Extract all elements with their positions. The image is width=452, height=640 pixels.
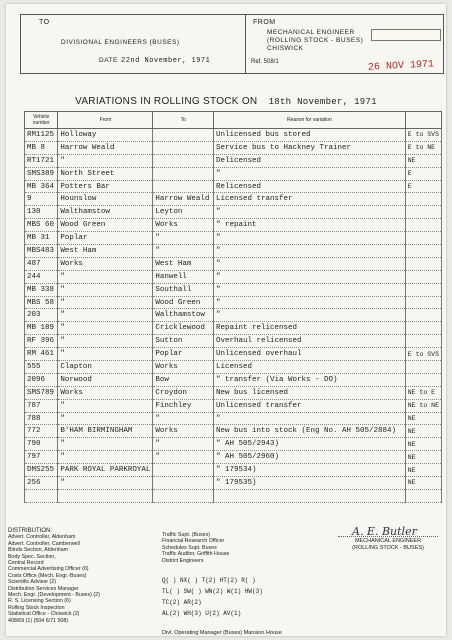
cell-reason: Overhaul relicensed [214,335,406,348]
table-row [25,154,442,167]
cell-vehicle: SMS789 [25,386,58,399]
header-divider [245,15,246,73]
cell-reason: Repaint relicensed [214,322,406,335]
distribution-item: Body Spec. Section, [8,553,56,560]
distribution-item: Traffic Supt. (Buses) [162,532,210,538]
cell-from: " [58,399,153,412]
cell-to [153,489,214,502]
distribution-item: Blinds Section, Aldenham [8,547,69,554]
cell-code: NE [405,477,441,490]
cell-to [153,464,214,477]
cell-reason: " [214,270,406,283]
cell-reason: " [214,206,406,219]
cell-reason: Relicensed [214,180,406,193]
cell-to: " [153,245,214,258]
to-label: TO [39,19,50,26]
cell-vehicle: RM1125 [25,129,58,142]
cell-from: " [58,438,153,451]
garage-code-line: TC(2) AR(2) [162,599,202,606]
cell-from [58,489,153,502]
cell-vehicle: MB 31 [25,232,58,245]
cell-code [405,206,441,219]
cell-from: " [58,154,153,167]
cell-to: " [153,412,214,425]
cell-from: " [58,283,153,296]
cell-to: Finchley [153,399,214,412]
cell-to [153,180,214,193]
cell-code [405,257,441,270]
from-line2: (ROLLING STOCK - BUSES) [267,37,364,44]
cell-from: B'HAM BIRMINGHAM [58,425,153,438]
cell-to: " [153,232,214,245]
cell-reason: " [214,167,406,180]
cell-from: " [58,296,153,309]
table-row [25,245,442,258]
garage-code-line: Q( ) NX( ) T(2) HT(2) R( ) [162,577,256,584]
cell-to: Bow [153,373,214,386]
page-title [0,96,452,107]
cell-code: NE [405,438,441,451]
cell-to: West Ham [153,257,214,270]
cell-vehicle: 555 [25,361,58,374]
received-stamp: 26 NOV 1971 [367,59,435,74]
cell-from: PARK ROYAL PARKROYAL [58,464,153,477]
cell-to [153,129,214,142]
cell-vehicle: MB 364 [25,180,58,193]
distribution-list [8,528,158,624]
table-row [25,180,442,193]
cell-code: NE to NE [405,399,441,412]
from-line1: MECHANICAL ENGINEER [267,29,355,36]
table-row [25,373,442,386]
cell-vehicle: 788 [25,412,58,425]
table-row [25,283,442,296]
cell-vehicle: 787 [25,399,58,412]
cell-to: Works [153,361,214,374]
table-row [25,348,442,361]
cell-code [405,232,441,245]
table-body [25,129,442,503]
cell-reason: " [214,245,406,258]
cell-from: " [58,335,153,348]
cell-reason: " repaint [214,219,406,232]
cell-from: " [58,270,153,283]
cell-vehicle: 9 [25,193,58,206]
cell-reason: " [214,296,406,309]
garage-code-line: AL(2) WH(3) U(2) AV(1) [162,610,242,617]
cell-code [405,296,441,309]
table-row [25,322,442,335]
table-row [25,412,442,425]
cell-reason: Service bus to Hackney Trainer [214,141,406,154]
distribution-item: 408/69 (1) (504 6/71 508) [8,617,69,624]
cell-from: Wood Green [58,219,153,232]
signature-block [338,525,438,552]
cell-vehicle [25,489,58,502]
cell-vehicle: 256 [25,477,58,490]
cell-vehicle: SMS389 [25,167,58,180]
cell-from: " [58,309,153,322]
cell-to: Works [153,219,214,232]
cell-reason: " [214,232,406,245]
cell-to [153,167,214,180]
cell-to: Poplar [153,348,214,361]
distribution-item: Financial Research Officer [162,538,225,545]
table-row [25,399,442,412]
cell-to: Cricklewood [153,322,214,335]
cell-code: NE to E [405,386,441,399]
table-row [25,270,442,283]
signature: A. E. Butler [352,525,417,538]
cell-reason: " [214,283,406,296]
garage-code-line: TL( ) SW( ) WN(2) W(1) HW(3) [162,588,263,595]
cell-vehicle: RF 396 [25,335,58,348]
cell-code: NE [405,412,441,425]
distribution-item: Advert. Controller, Aldenham [8,534,76,541]
cell-to [153,477,214,490]
cell-to: Southall [153,283,214,296]
cell-from: Works [58,386,153,399]
col-from: From [58,112,153,129]
cell-to: Walthamstow [153,309,214,322]
table-row [25,167,442,180]
from-label: FROM [253,19,276,26]
cell-from: " [58,412,153,425]
table-row [25,309,442,322]
cell-to: Harrow Weald [153,193,214,206]
cell-code: E to SVS [405,348,441,361]
distribution-heading: DISTRIBUTION: [8,528,53,534]
cell-vehicle: 797 [25,451,58,464]
cell-code [405,489,441,502]
cell-vehicle: 2096 [25,373,58,386]
cell-vehicle: 203 [25,309,58,322]
cell-code: NE [405,451,441,464]
cell-code: E [405,180,441,193]
cell-vehicle: 790 [25,438,58,451]
cell-code: E to NE [405,141,441,154]
cell-code [405,361,441,374]
cell-reason: Licensed [214,361,406,374]
table-row [25,477,442,490]
cell-vehicle: MB 8 [25,141,58,154]
cell-code [405,322,441,335]
cell-from: Hounslow [58,193,153,206]
cell-code: NE [405,425,441,438]
cell-code: E to SVS [405,129,441,142]
cell-reason: " transfer (Via Works - DO) [214,373,406,386]
table-row [25,438,442,451]
cell-code [405,283,441,296]
table-row [25,296,442,309]
cell-to: " [153,451,214,464]
cell-code [405,245,441,258]
cell-to: Leyton [153,206,214,219]
cell-code [405,219,441,232]
table-row [25,141,442,154]
cell-reason: New bus into stock (Eng No. AH 505/2884) [214,425,406,438]
cell-to: Works [153,425,214,438]
cell-code: NE [405,464,441,477]
distribution-item: District Engineers [162,557,204,564]
cell-vehicle: MBS 60 [25,219,58,232]
cell-code [405,270,441,283]
cell-code: E [405,167,441,180]
cell-from: Harrow Weald [58,141,153,154]
cell-code [405,309,441,322]
date-box [371,29,441,41]
to-name: DIVISIONAL ENGINEERS (BUSES) [61,39,180,46]
divisional-manager: Divl. Operating Manager (Buses) Mansion House [162,630,282,636]
cell-from: Works [58,257,153,270]
table-row [25,206,442,219]
distribution-item: Statistical Office - Chiswick (2) [8,611,80,618]
cell-from: " [58,477,153,490]
cell-vehicle: MBS 58 [25,296,58,309]
col-vehicle: Vehicle number [25,112,58,129]
date-value: 22nd November, 1971 [121,57,211,65]
cell-from: " [58,451,153,464]
cell-to: Hanwell [153,270,214,283]
table-row [25,386,442,399]
cell-vehicle: MBS483 [25,245,58,258]
cell-reason [214,489,406,502]
distribution-item: Mech. Engr. (Development - Buses) (2) [8,592,100,599]
table-row [25,425,442,438]
cell-reason: " AH 505/2943) [214,438,406,451]
cell-reason: Delicensed [214,154,406,167]
cell-vehicle: MB 189 [25,322,58,335]
cell-from: Poplar [58,232,153,245]
cell-vehicle: RM 461 [25,348,58,361]
cell-reason: " [214,412,406,425]
table-row [25,451,442,464]
cell-from: Holloway [58,129,153,142]
ref-number: Ref. 508/1 [251,59,279,65]
cell-to: Croydon [153,386,214,399]
cell-from: Potters Bar [58,180,153,193]
cell-to [153,154,214,167]
cell-code [405,335,441,348]
cell-reason: Unlicensed transfer [214,399,406,412]
cell-from: " [58,348,153,361]
signature-title2: (ROLLING STOCK - BUSES) [352,545,424,551]
cell-reason: " AH 505/2960) [214,451,406,464]
table-row [25,193,442,206]
cell-from: West Ham [58,245,153,258]
cell-vehicle: 772 [25,425,58,438]
cell-from: North Street [58,167,153,180]
table-row [25,361,442,374]
cell-vehicle: DMS255 [25,464,58,477]
cell-reason: " 179535) [214,477,406,490]
cell-vehicle: 487 [25,257,58,270]
table-row [25,232,442,245]
cell-from: Clapton [58,361,153,374]
cell-code [405,193,441,206]
cell-reason: Unlicensed bus stored [214,129,406,142]
table-row [25,489,442,502]
cell-reason: " 179534) [214,464,406,477]
cell-from: " [58,322,153,335]
distribution-item: Rolling Stock Inspection [8,604,65,611]
cell-from: Walthamstow [58,206,153,219]
table-row [25,129,442,142]
cell-vehicle: MB 338 [25,283,58,296]
distribution-item: Central Record [8,560,44,567]
rolling-stock-table [24,111,442,503]
cell-reason: Licensed transfer [214,193,406,206]
col-to: To [153,112,214,129]
distribution-item: Scientific Adviser (2) [8,579,56,586]
distribution-item: Costs Office (Mech. Engr.-Buses) [8,572,87,579]
cell-vehicle: RT1721 [25,154,58,167]
cell-to: Wood Green [153,296,214,309]
cell-code [405,373,441,386]
distribution-item: Distribution Services Manager [8,585,79,592]
cell-reason: " [214,257,406,270]
signature-title1: MECHANICAL ENGINEER [338,536,438,545]
table-row [25,335,442,348]
cell-to: " [153,438,214,451]
table-row [25,464,442,477]
cell-reason: " [214,309,406,322]
distribution-list-right [162,532,312,564]
title-text: VARIATIONS IN ROLLING STOCK ON [75,96,258,107]
table-row [25,257,442,270]
cell-code: NE [405,154,441,167]
garage-codes [162,575,263,619]
distribution-item: R. S. Licensing Section (6) [8,598,71,605]
title-date: 18th November, 1971 [268,97,377,107]
cell-reason: Unlicensed overhaul [214,348,406,361]
table-row [25,219,442,232]
distribution-item: Schedules Supt. Buses [162,544,217,551]
col-reason: Reason for variation [214,112,406,129]
cell-vehicle: 244 [25,270,58,283]
cell-from: Norwood [58,373,153,386]
cell-vehicle: 130 [25,206,58,219]
cell-to [153,141,214,154]
distribution-item: Traffic Auditor, Griffith House [162,551,230,558]
distribution-item: Commercial Advertising Officer (6) [8,566,89,573]
distribution-item: Advert. Controller, Camberwell [8,540,80,547]
col-code [405,112,441,129]
from-line3: CHISWICK [267,45,304,52]
cell-reason: New bus licensed [214,386,406,399]
date-label: DATE [99,57,118,64]
cell-to: Sutton [153,335,214,348]
